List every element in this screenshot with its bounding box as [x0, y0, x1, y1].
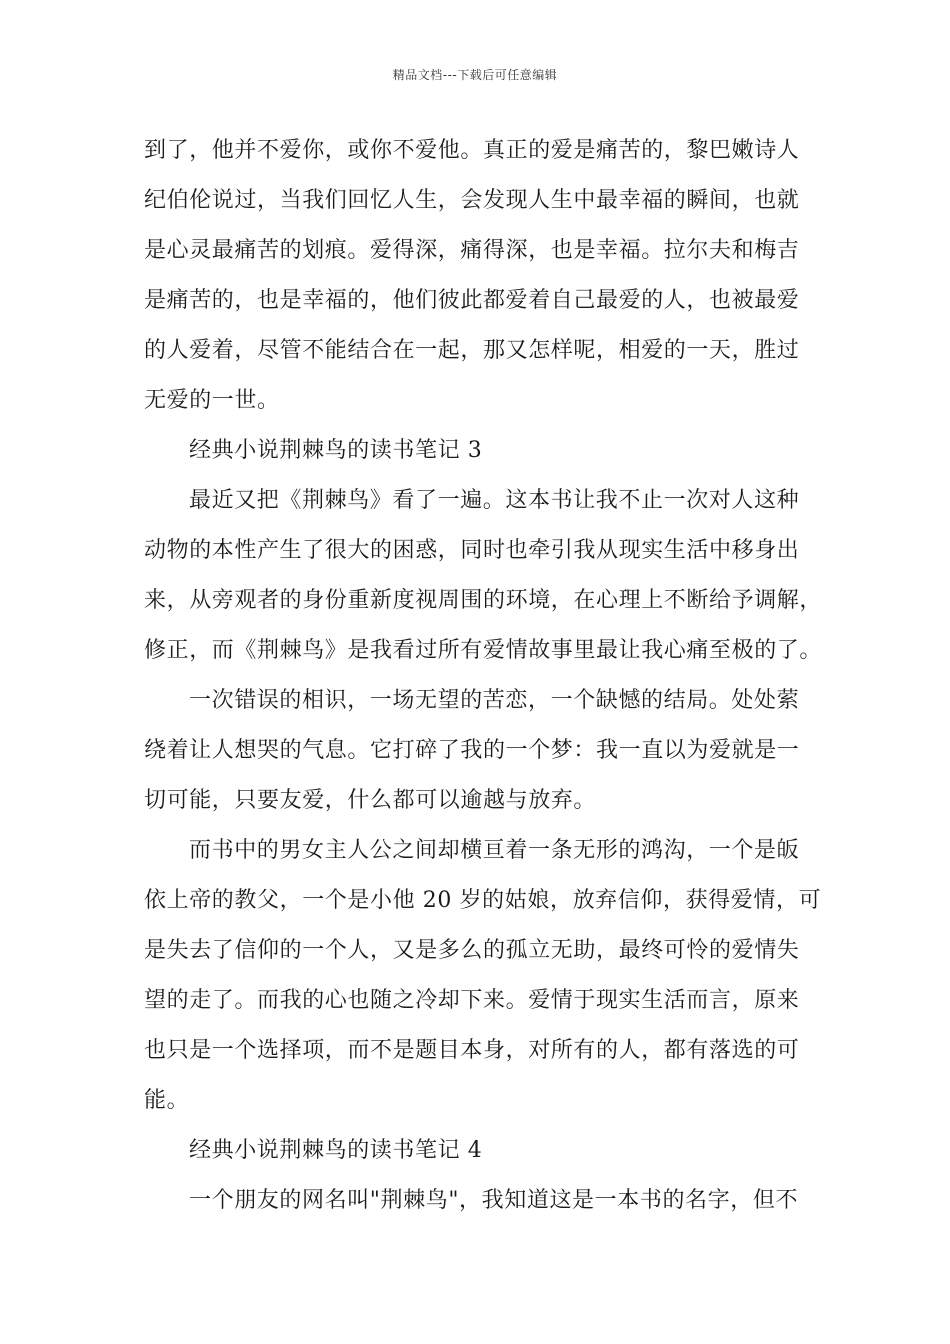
body-line: 修正，而《荆棘鸟》是我看过所有爱情故事里最让我心痛至极的了。 [144, 638, 823, 663]
body-line: 是痛苦的，也是幸福的，他们彼此都爱着自己最爱的人，也被最爱 [144, 288, 800, 313]
body-line: 望的走了。而我的心也随之冷却下来。爱情于现实生活而言，原来 [144, 988, 800, 1013]
body-line: 的人爱着，尽管不能结合在一起，那又怎样呢，相爱的一天，胜过 [144, 338, 800, 363]
paragraph-start: 而书中的男女主人公之间却横亘着一条无形的鸿沟，一个是皈 [189, 838, 800, 863]
body-line: 依上帝的教父，一个是小他 20 岁的姑娘，放弃信仰，获得爱情，可 [144, 888, 822, 913]
body-line: 无爱的一世。 [144, 388, 280, 413]
paragraph-start: 最近又把《荆棘鸟》看了一遍。这本书让我不止一次对人这种 [189, 488, 800, 513]
body-line: 来，从旁观者的身份重新度视周围的环境，在心理上不断给予调解， [144, 588, 823, 613]
body-line: 到了，他并不爱你，或你不爱他。真正的爱是痛苦的，黎巴嫩诗人 [144, 138, 800, 163]
body-line: 能。 [144, 1088, 190, 1113]
body-line: 纪伯伦说过，当我们回忆人生，会发现人生中最幸福的瞬间，也就 [144, 188, 800, 213]
document-body [144, 126, 823, 1226]
section-heading: 经典小说荆棘鸟的读书笔记 3 [189, 438, 483, 463]
body-line: 是心灵最痛苦的划痕。爱得深，痛得深，也是幸福。拉尔夫和梅吉 [144, 238, 800, 263]
body-line: 也只是一个选择项，而不是题目本身，对所有的人，都有落选的可 [144, 1038, 800, 1063]
body-line: 是失去了信仰的一个人，又是多么的孤立无助，最终可怜的爱情失 [144, 938, 800, 963]
body-line: 动物的本性产生了很大的困惑，同时也牵引我从现实生活中移身出 [144, 538, 800, 563]
paragraph-start: 一个朋友的网名叫"荆棘鸟"，我知道这是一本书的名字，但不 [189, 1188, 799, 1213]
page-header: 精品文档---下载后可任意编辑 [392, 68, 558, 82]
section-heading: 经典小说荆棘鸟的读书笔记 4 [189, 1138, 483, 1163]
body-line: 绕着让人想哭的气息。它打碎了我的一个梦：我一直以为爱就是一 [144, 738, 800, 763]
body-line: 切可能，只要友爱，什么都可以逾越与放弃。 [144, 788, 597, 813]
paragraph-start: 一次错误的相识，一场无望的苦恋，一个缺憾的结局。处处萦 [189, 688, 800, 713]
